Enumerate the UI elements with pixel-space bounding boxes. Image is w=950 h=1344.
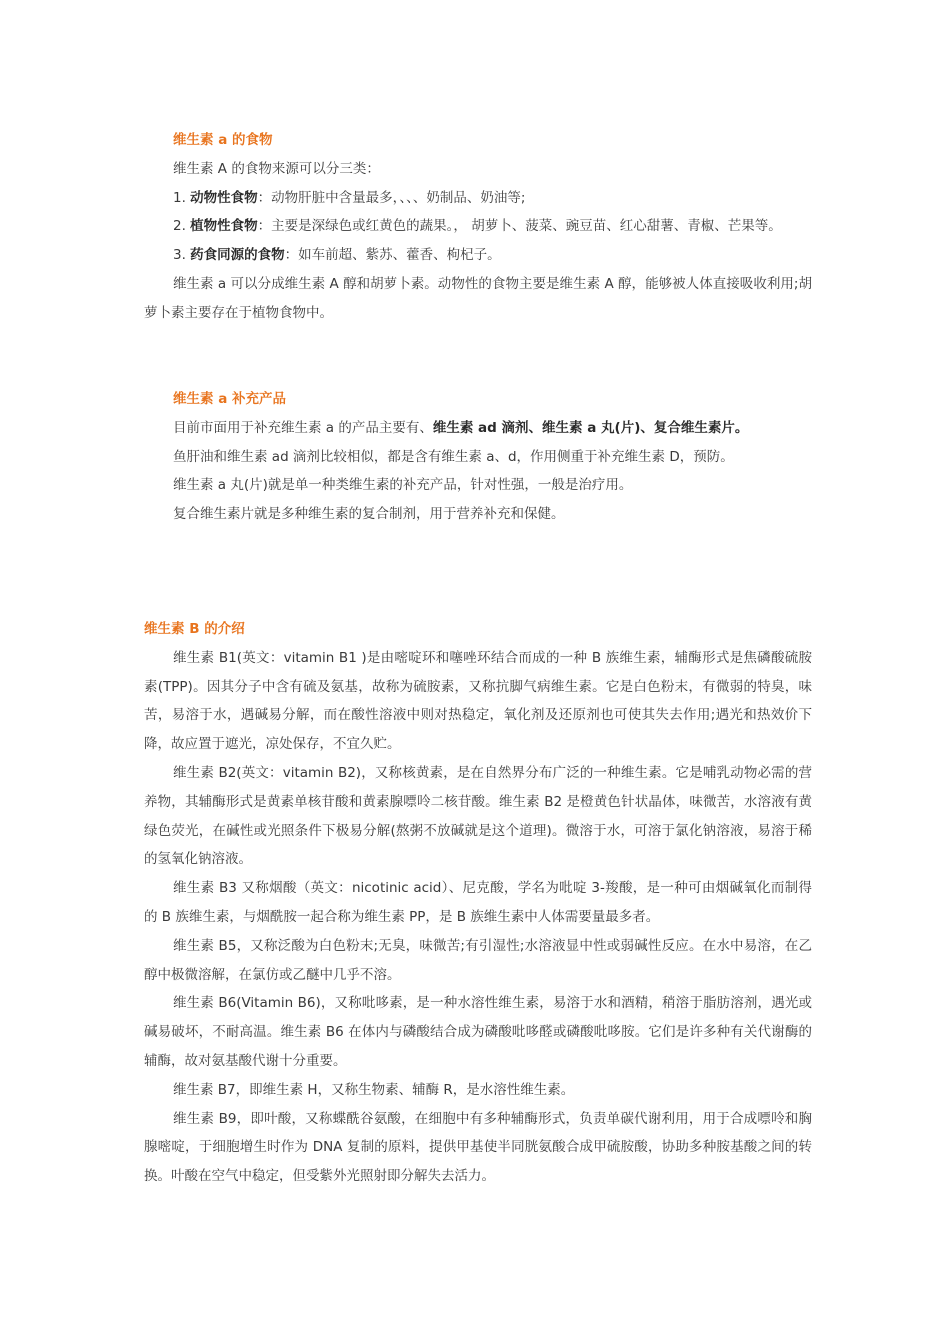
paragraph: 维生素 A 的食物来源可以分三类： — [173, 160, 380, 177]
paragraph-b1: 维生素 B1(英文：vitamin B1 )是由嘧啶环和噻唑环结合而成的一种 B 族维生素，辅酶形式是焦磷酸硫胺素(TPP)。因其分子中含有硫及氨基，故称为硫胺素，又称抗脚气病维生素。它是白色粉末，有微弱的特臭，味苦，易溶于水，遇碱易分解，而在酸性溶液中则对热稳定，氧化剂及还原剂也可使其失去作用;遇光和热效价下降，故应置于遮光，凉处保存，不宜久贮。 — [144, 649, 812, 753]
list-item — [144, 241, 812, 270]
paragraph-b7: 维生素 B7，即维生素 H，又称生物素、辅酶 R，是水溶性维生素。 — [173, 1081, 575, 1098]
paragraph-b9: 维生素 B9，即叶酸，又称蝶酰谷氨酸，在细胞中有多种辅酶形式，负责单碳代谢利用，用于合成嘌呤和胸腺嘧啶，于细胞增生时作为 DNA 复制的原料，提供甲基使半同胱氨酸合成甲硫胺酸，协助多种胺基酸之间的转换。叶酸在空气中稳定，但受紫外光照射即分解失去活力。 — [144, 1110, 812, 1185]
item-text: ：动物肝脏中含量最多，、、、奶制品、奶油等; — [257, 189, 526, 206]
list-item — [144, 184, 812, 213]
section-heading: 维生素 a 补充产品 — [173, 391, 287, 407]
item-number: 2. — [173, 218, 191, 235]
item-text: ：主要是深绿色或红黄色的蔬果。， 胡萝卜、菠菜、豌豆苗、红心甜薯、青椒、芒果等。 — [257, 218, 782, 235]
section-heading: 维生素 a 的食物 — [173, 132, 273, 148]
paragraph: 维生素 a 丸(片)就是单一种类维生素的补充产品，针对性强，一般是治疗用。 — [173, 477, 633, 494]
paragraph-b6: 维生素 B6(Vitamin B6)，又称吡哆素，是一种水溶性维生素，易溶于水和酒精，稍溶于脂肪溶剂，遇光或碱易破坏，不耐高温。维生素 B6 在体内与磷酸结合成为磷酸吡哆醛或磷酸吡哆胺。它们是许多种有关代谢酶的辅酶，故对氨基酸代谢十分重要。 — [144, 995, 812, 1069]
bold-term: 动物性食物 — [190, 189, 258, 206]
paragraph: 鱼肝油和维生素 ad 滴剂比较相似，都是含有维生素 a、d，作用侧重于补充维生素 D，预防。 — [173, 448, 734, 465]
list-item — [144, 212, 812, 241]
item-number: 3. — [173, 247, 191, 264]
paragraph-b2: 维生素 B2(英文：vitamin B2)，又称核黄素，是在自然界分布广泛的一种维生素。它是哺乳动物必需的营养物，其辅酶形式是黄素单核苷酸和黄素腺嘌呤二核苷酸。维生素 B2 是橙黄色针状晶体，味微苦，水溶液有黄绿色荧光，在碱性或光照条件下极易分解(熬粥不放碱就是这个道理)。微溶于水，可溶于氯化钠溶液，易溶于稀的氢氧化钠溶液。 — [144, 764, 812, 868]
paragraph — [144, 414, 812, 443]
paragraph-b3: 维生素 B3 又称烟酸（英文：nicotinic acid）、尼克酸，学名为吡啶 3-羧酸，是一种可由烟碱氧化而制得的 B 族维生素，与烟酰胺一起合称为维生素 PP，是 B 族维生素中人体需要量最多者。 — [144, 880, 812, 925]
section-heading: 维生素 B 的介绍 — [144, 621, 245, 637]
bold-term: 药食同源的食物 — [190, 247, 285, 264]
paragraph: 维生素 a 可以分成维生素 A 醇和胡萝卜素。动物性的食物主要是维生素 A 醇，能够被人体直接吸收利用;胡萝卜素主要存在于植物食物中。 — [144, 275, 812, 321]
paragraph: 复合维生素片就是多种维生素的复合制剂，用于营养补充和保健。 — [173, 506, 565, 523]
section-vitamin-a-foods — [144, 126, 812, 328]
paragraph-b5: 维生素 B5，又称泛酸为白色粉末;无臭，味微苦;有引湿性;水溶液显中性或弱碱性反应。在水中易溶，在乙醇中极微溶解，在氯仿或乙醚中几乎不溶。 — [144, 937, 812, 983]
item-number: 1. — [173, 189, 191, 206]
item-text: ：如车前超、紫苏、藿香、枸杞子。 — [284, 247, 501, 264]
bold-term: 植物性食物 — [190, 218, 258, 235]
section-vitamin-a-supplements — [144, 385, 812, 529]
bold-term: 维生素 ad 滴剂、维生素 a 丸(片)、复合维生素片。 — [432, 419, 749, 436]
paragraph-text: 目前市面用于补充维生素 a 的产品主要有、 — [173, 419, 433, 436]
section-vitamin-b-intro — [144, 615, 812, 1191]
